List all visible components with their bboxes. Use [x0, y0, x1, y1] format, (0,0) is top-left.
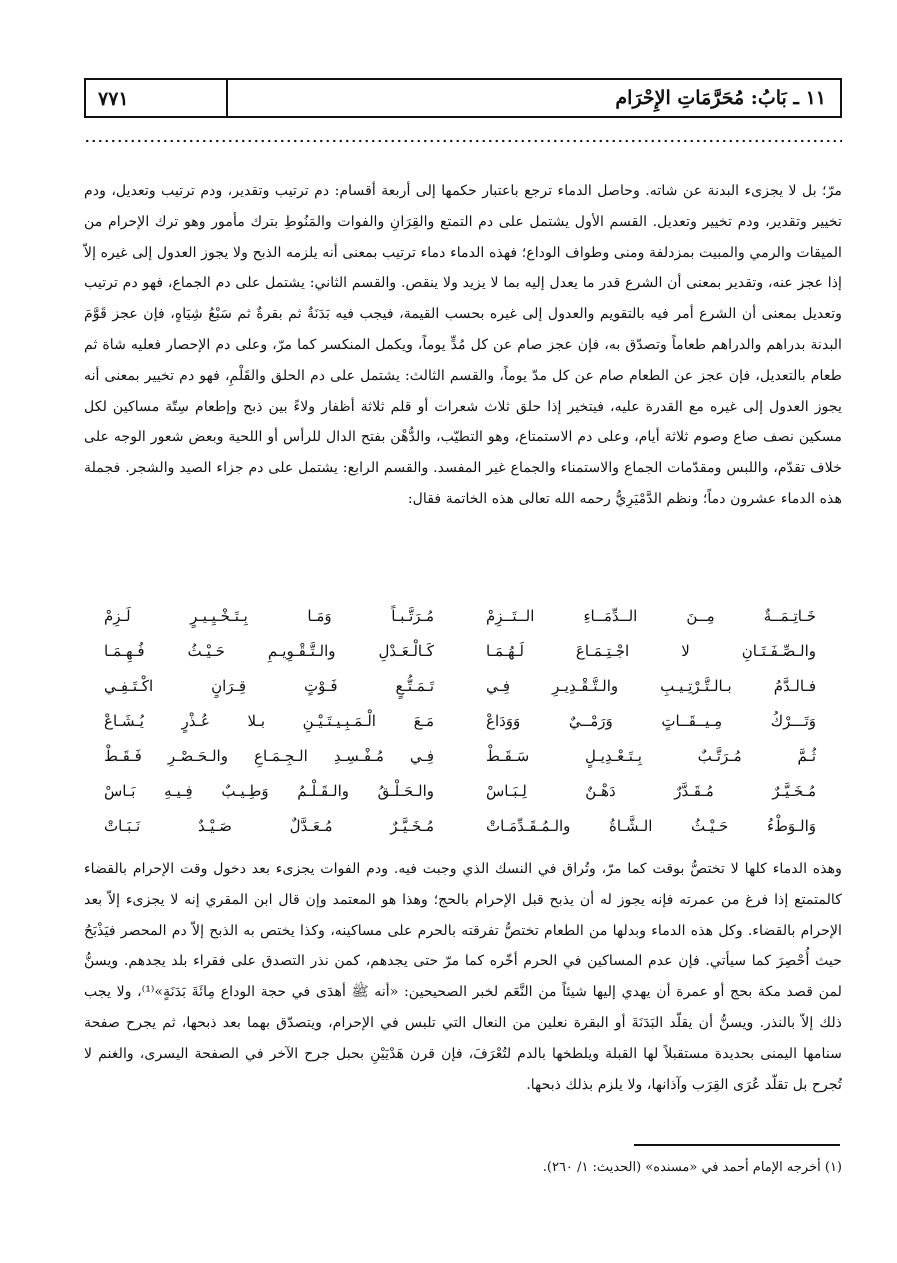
poem-hemistich-left: والـحَـلْـقُ والـقَـلْـمُ وَطِـيـبٌ فِـيـهِ بَـاسْ [104, 781, 434, 800]
chapter-title: ١١ ـ بَابُ: مُحَرَّمَاتِ الإِحْرَام [615, 87, 826, 109]
footnote-rule [634, 1144, 840, 1146]
dotted-separator [84, 138, 842, 144]
poem [104, 598, 816, 843]
poem-hemistich-right: وَتَـــرْكُ مِـيــقَــاتٍ وَرَمْــيٌ وَوَدَاعْ [486, 711, 816, 730]
poem-hemistich-right: والـصِّـفَـتَـانِ لا اجْـتِـمَـاعَ لَـهُـمَـا [486, 641, 816, 660]
poem-verse [104, 668, 816, 703]
poem-verse [104, 598, 816, 633]
poem-hemistich-left: مُـرَتَّـبـاً وَمَـا بِـتَـخْـيِـيـرٍ لَـزِمْ [104, 606, 434, 625]
header-divider [226, 80, 228, 116]
poem-hemistich-right: مُـخَـيَّـرٌ مُـقَـدَّرٌ دَهْـنٌ لِـبَـاسْ [486, 781, 816, 800]
poem-verse [104, 633, 816, 668]
paragraph: وهذه الدماء كلها لا تختصُّ بوقت كما مرّ، وتُراق في النسك الذي وجبت فيه. ودم الفوات يجزىء بعد دخول وقت الإحرام بالقضاء كالمتمتع إذا فرغ من عمرته فإنه يجوز له أن يذبح قبل الإحرام بالحج؛ وهذا هو المعتمد وإن قال ابن المقري إنه لا يجزىء إلاّ بعد الإحرام بالقضاء. وكل هذه الدماء وبدلها من الطعام تختصُّ تفرقته بالحرم على مساكينه، وكذا يختص به الذبح إلاّ دم المحصر فيَذْبَحُ حيث أُحْصِرَ كما سيأتي. فإن عدم المساكين في الحرم أخّره كما مرّ حتى يجدهم، كمن نذر التصدق على فقراء بلد يجدهم. ويسنُّ لمن قصد مكة بحج أو عمرة أن يهدي إليها شيئاً من النَّعَم لخبر الصحيحين: «أنه ﷺ أهدَى في حجة الوداع مِائَةَ بَدَنَةٍ»⁽¹⁾، ولا يجب ذلك إلاّ بالنذر. ويسنُّ أن يقلّد البَدَنَةَ أو البقرة نعلين من النعال التي تلبس في الإحرام، ويتصدّق بهما بعد ذبحها، ثم يجرح صفحة سنامها اليمنى بحديدة مستقبلاً لها القبلة ويلطخها بالدم لتُعْرَفَ، فإن قرن هَدْيَيْنِ بحبل جرح الآخر في الصفحة اليسرى، والغنم لا تُجرح بل تقلّد عُرَى القِرَب وآذانها، ولا يلزم بذلك ذبحها. [84, 861, 842, 1093]
poem-hemistich-right: وَالـوَطْءُ حَـيْـثُ الـشَّـاةُ والـمُـقَـدِّمَـاتْ [486, 816, 816, 835]
poem-verse [104, 703, 816, 738]
poem-hemistich-right: خَـاتِـمَــةٌ مِــنَ الــدِّمَــاءِ الــتَــزِمْ [486, 606, 816, 625]
poem-hemistich-left: كَـالْـعَـدْلِ والـتَّـقْـوِيـمِ حَـيْـثُ فُـهِـمَـا [104, 641, 434, 660]
poem-verse [104, 808, 816, 843]
running-header [84, 78, 842, 118]
page-number: ٧٧١ [98, 88, 129, 110]
poem-verse [104, 773, 816, 808]
poem-hemistich-left: مُـخَـيَّـرٌ مُـعَـدَّلٌ صَـيْـدٌ نَـبَـاتْ [104, 816, 434, 835]
paragraph: مرّ؛ بل لا يجزىء البدنة عن شاته. وحاصل الدماء ترجع باعتبار حكمها إلى أربعة أقسام: دم ترتيب وتقدير، ودم ترتيب وتعديل، ودم تخيير وتقدير، ودم تخيير وتعديل. القسم الأول يشتمل على دم التمتع والقِرَانِ والفوات والمَنُوطِ بترك مأمور وهو ترك الإحرام من الميقات والرمي والمبيت بمزدلفة ومنى وطواف الوداع؛ فهذه الدماء دماء ترتيب بمعنى أنه يلزمه الذبح ولا يجوز العدول إلى غيره إلاّ إذا عجز عنه، وتقدير بمعنى أن الشرع قدر ما يعدل إليه بما لا يزيد ولا ينقص. والقسم الثاني: يشتمل على دم الجماع، فهو دم ترتيب وتعديل بمعنى أن الشرع أمر فيه بالتقويم والعدول إلى غيره بحسب القيمة، فيجب فيه بَدَنَةٌ ثم بقرةٌ ثم سَبْعُ شِيَاهٍ، فإن عجز قَوَّمَ البدنة بدراهم والدراهم طعاماً وتصدّق به، فإن عجز صام عن كل مُدٍّ يوماً، ويكمل المنكسر كما مرّ، وعلى دم الإحصار فعليه شاة ثم طعام بالتعديل، فإن عجز عن الطعام صام عن كل مدّ يوماً، والقسم الثالث: يشتمل على دم الحلق والقَلْمِ، فهو دم تخيير بمعنى أنه يجوز العدول إلى غيره مع القدرة عليه، فيتخير إذا حلق ثلاث شعرات أو قلم ثلاثة أظفار ولاءً بين ذبح وإطعام سِتّة مساكين لكل مسكين نصف صاع وصوم ثلاثة أيام، وعلى دم الاستمتاع، وهو التطيّب، والدُّهْن بفتح الدال للرأس أو اللحية وبعض شعور الوجه على خلاف تقدّم، واللبس ومقدّمات الجماع والاستمناء والجماع غير المفسد. والقسم الرابع: يشتمل على دم جزاء الصيد والشجر. فجملة هذه الدماء عشرون دماً؛ ونظم الدَّمْيَرِيُّ رحمه الله تعالى هذه الخاتمة فقال: [84, 183, 842, 507]
poem-hemistich-left: مَـعَ الْـمَـبِـيـتَـيْـنِ بـلا عُـذْرٍ يُـشَـاعْ [104, 711, 434, 730]
poem-hemistich-left: فِـي مُـفْـسِـدِ الـجِـمَـاعِ والـحَـصْـرِ فَـقَـطْ [104, 746, 434, 765]
main-text-top [84, 176, 842, 515]
main-text-bottom [84, 854, 842, 1100]
poem-hemistich-right: ثُـمَّ مُـرَتَّـبٌ بِـتَـعْـدِيـلٍ سَـقَـطْ [486, 746, 816, 765]
poem-verse [104, 738, 816, 773]
poem-hemistich-right: فـالـدَّمُ بـالـتَّـرْتِـيـبِ والـتَّـقْـدِيـرِ فِـي [486, 676, 816, 695]
poem-hemistich-left: تَـمَـتُّـعٍ فَـوْتٍ قِـرَانٍ اكْـتَـفِـي [104, 676, 434, 695]
footnote: (١) أخرجه الإمام أحمد في «مسنده» (الحديث: ١/ ٢٦٠). [542, 1160, 842, 1175]
